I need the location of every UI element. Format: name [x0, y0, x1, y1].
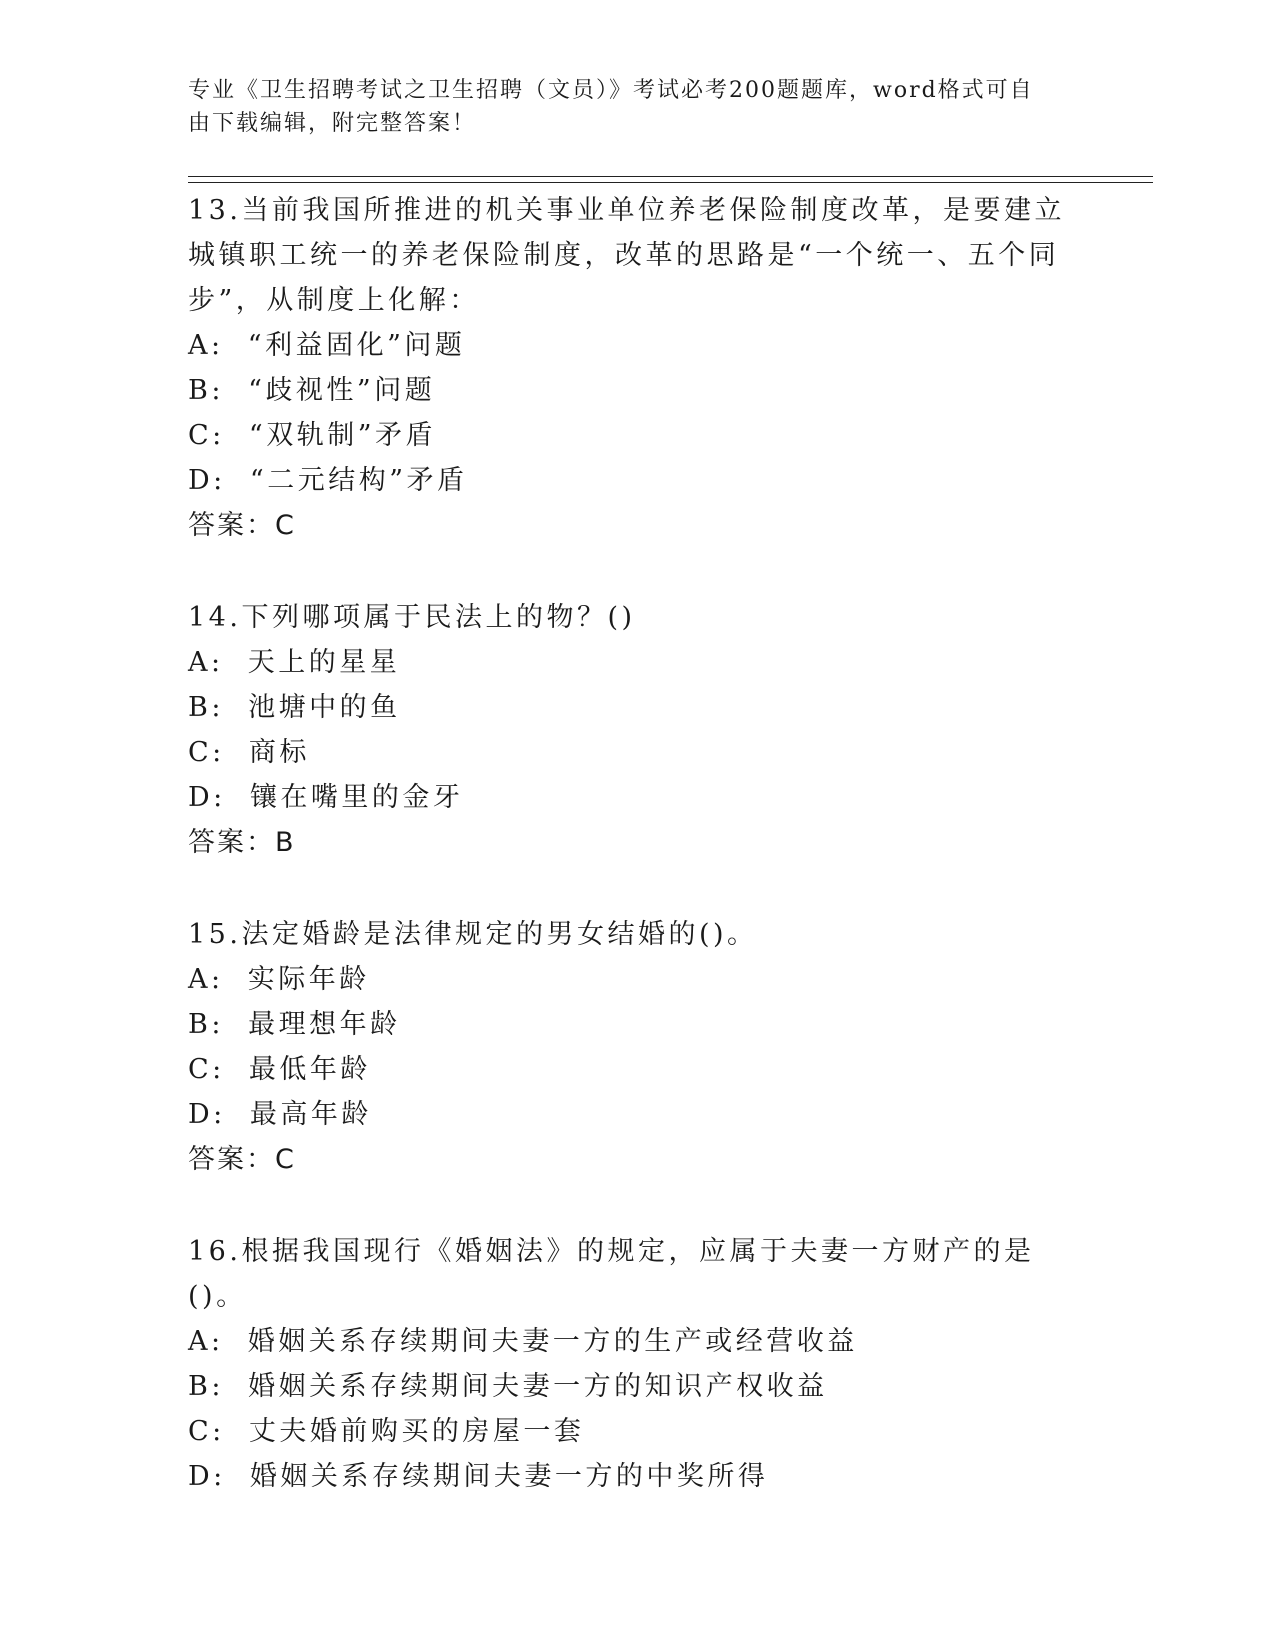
option-b: B: 最理想年龄 [188, 1009, 401, 1040]
question-list [188, 188, 1088, 1546]
question-stem: 14.下列哪项属于民法上的物？() [188, 602, 636, 633]
option-c: C: “双轨制”矛盾 [188, 420, 437, 451]
option-b: B: 婚姻关系存续期间夫妻一方的知识产权收益 [188, 1371, 828, 1402]
question-stem: 15.法定婚龄是法律规定的男女结婚的()。 [188, 919, 758, 950]
option-a: A: 婚姻关系存续期间夫妻一方的生产或经营收益 [188, 1326, 858, 1357]
header-line-1: 专业《卫生招聘考试之卫生招聘（文员）》考试必考200题题库，word格式可自 [188, 78, 1034, 103]
option-c: C: 最低年龄 [188, 1054, 371, 1085]
option-b: B: 池塘中的鱼 [188, 692, 401, 723]
option-a: A: 实际年龄 [188, 964, 370, 995]
option-c: C: 丈夫婚前购买的房屋一套 [188, 1416, 585, 1447]
header-divider-top [188, 176, 1153, 177]
answer: 答案：C [188, 510, 296, 541]
question-14 [188, 595, 1088, 865]
question-15 [188, 912, 1088, 1182]
option-d: D: 婚姻关系存续期间夫妻一方的中奖所得 [188, 1461, 769, 1492]
option-d: D: 镶在嘴里的金牙 [188, 782, 464, 813]
header-divider-bottom [188, 182, 1153, 183]
option-d: D: “二元结构”矛盾 [188, 465, 468, 496]
answer: 答案：C [188, 1144, 296, 1175]
header-line-2: 由下载编辑，附完整答案！ [188, 111, 477, 136]
question-16 [188, 1229, 1088, 1499]
option-c: C: 商标 [188, 737, 310, 768]
question-13 [188, 188, 1088, 548]
question-stem: 16.根据我国现行《婚姻法》的规定，应属于夫妻一方财产的是()。 [188, 1236, 1035, 1312]
option-d: D: 最高年龄 [188, 1099, 372, 1130]
option-a: A: “利益固化”问题 [188, 330, 466, 361]
question-stem: 13.当前我国所推进的机关事业单位养老保险制度改革，是要建立城镇职工统一的养老保险制度，改革的思路是“一个统一、五个同步”，从制度上化解： [188, 195, 1065, 316]
option-b: B: “歧视性”问题 [188, 375, 436, 406]
option-a: A: 天上的星星 [188, 647, 401, 678]
document-header [188, 74, 1068, 140]
answer: 答案：B [188, 827, 296, 858]
